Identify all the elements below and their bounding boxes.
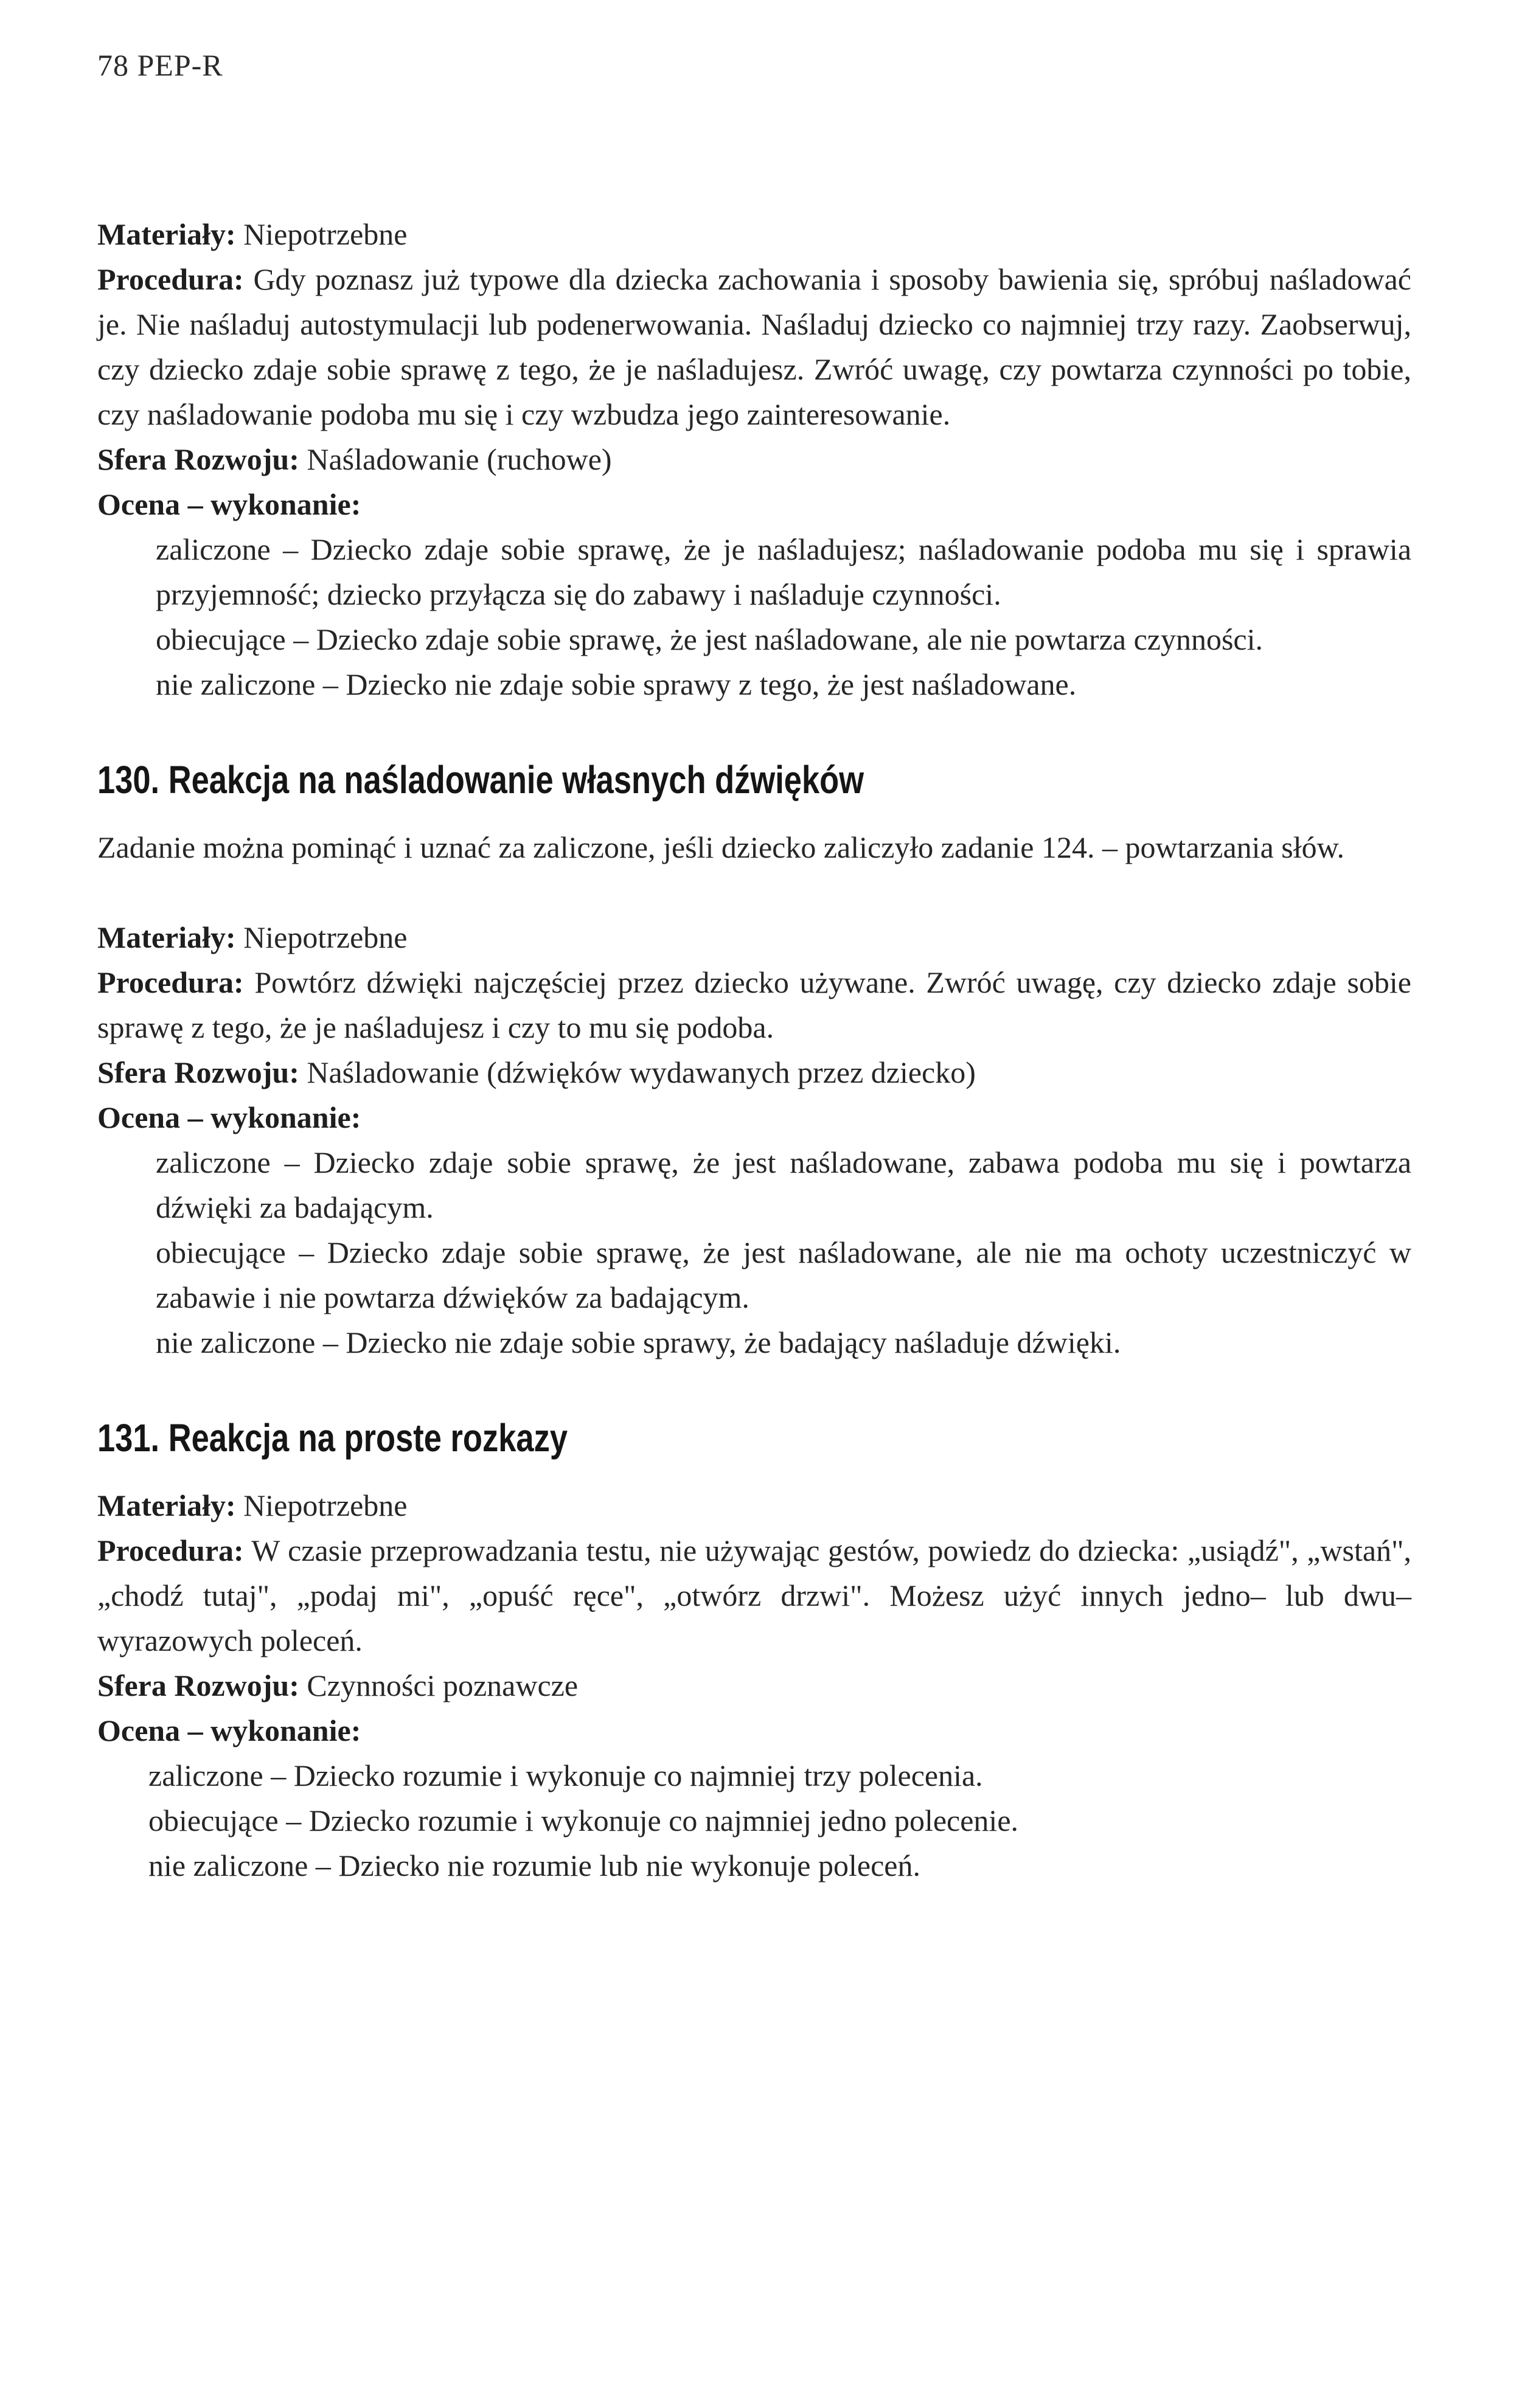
section-title — [97, 755, 1175, 804]
item-130-block — [97, 755, 1411, 1365]
development-area-label: Sfera Rozwoju: — [97, 442, 299, 476]
grade-promising — [156, 1230, 1411, 1320]
grade-promising-label: obiecujące – — [156, 1235, 315, 1269]
section-note: Zadanie można pominąć i uznać za zaliczone, jeśli dziecko zaliczyło zadanie 124. – powtarzania słów. — [97, 830, 1344, 864]
page-number: 78 — [97, 48, 129, 82]
item-131-block — [97, 1414, 1411, 1888]
procedure-text: Powtórz dźwięki najczęściej przez dziecko używane. Zwróć uwagę, czy dziecko zdaje sobie sprawę z tego, że je naśladujesz i czy to mu się podoba. — [97, 965, 1411, 1044]
assessment-list — [97, 1753, 1411, 1888]
assessment-heading: Ocena – wykonanie: — [97, 1713, 361, 1747]
section-title-text: Reakcja na naśladowanie własnych dźwięków — [168, 758, 864, 802]
grade-failed — [156, 662, 1411, 707]
grade-passed-text: Dziecko rozumie i wykonuje co najmniej trzy polecenia. — [293, 1758, 983, 1792]
procedure-line — [97, 257, 1411, 437]
grade-failed-label: nie zaliczone – — [156, 667, 338, 701]
procedure-label: Procedura: — [97, 1533, 244, 1567]
grade-failed — [156, 1320, 1411, 1365]
grade-failed-text: Dziecko nie zdaje sobie sprawy z tego, że jest naśladowane. — [346, 667, 1077, 701]
assessment-heading: Ocena – wykonanie: — [97, 1100, 361, 1134]
materials-value: Niepotrzebne — [243, 1488, 408, 1522]
materials-value: Niepotrzebne — [243, 217, 408, 251]
procedure-line — [97, 1528, 1411, 1663]
grade-passed — [148, 1753, 1411, 1798]
materials-label: Materiały: — [97, 217, 236, 251]
development-area-line — [97, 437, 1411, 482]
development-area-value: Naśladowanie (dźwięków wydawanych przez dziecko) — [307, 1055, 976, 1089]
page-header — [97, 47, 1411, 83]
grade-failed — [148, 1843, 1411, 1888]
grade-promising-label: obiecujące – — [148, 1803, 302, 1837]
grade-promising-text: Dziecko zdaje sobie sprawę, że jest naśladowane, ale nie ma ochoty uczestniczyć w zabawie i nie powtarza dźwięków za badającym. — [156, 1235, 1411, 1314]
materials-line — [97, 212, 1411, 257]
section-title-text: Reakcja na proste rozkazy — [168, 1416, 568, 1460]
procedure-line — [97, 960, 1411, 1050]
materials-line — [97, 1483, 1411, 1528]
grade-passed-text: Dziecko zdaje sobie sprawę, że jest naśladowane, zabawa podoba mu się i powtarza dźwięki za badającym. — [156, 1145, 1412, 1224]
grade-passed-label: zaliczone – — [156, 1145, 300, 1179]
grade-passed — [156, 1140, 1411, 1230]
grade-promising — [156, 617, 1411, 662]
section-number: 131. — [97, 1416, 160, 1460]
grade-passed-label: zaliczone – — [148, 1758, 287, 1792]
grade-passed — [156, 527, 1411, 617]
grade-failed-label: nie zaliczone – — [156, 1325, 338, 1359]
development-area-line — [97, 1050, 1411, 1095]
section-number: 130. — [97, 758, 160, 802]
materials-label: Materiały: — [97, 1488, 236, 1522]
grade-passed-text: Dziecko zdaje sobie sprawę, że je naśladujesz; naśladowanie podoba mu się i sprawia przyjemność; dziecko przyłącza się do zabawy i naśladuje czynności. — [156, 532, 1412, 611]
running-title: PEP-R — [137, 48, 223, 82]
procedure-label: Procedura: — [97, 262, 244, 296]
grade-failed-label: nie zaliczone – — [148, 1848, 331, 1882]
materials-label: Materiały: — [97, 920, 236, 954]
item-129-block — [97, 212, 1411, 707]
development-area-label: Sfera Rozwoju: — [97, 1055, 299, 1089]
grade-promising — [148, 1798, 1411, 1843]
assessment-list — [97, 1140, 1411, 1365]
grade-failed-text: Dziecko nie rozumie lub nie wykonuje poleceń. — [338, 1848, 920, 1882]
development-area-value: Czynności poznawcze — [307, 1668, 579, 1702]
grade-promising-text: Dziecko zdaje sobie sprawę, że jest naśladowane, ale nie powtarza czynności. — [316, 622, 1263, 656]
procedure-label: Procedura: — [97, 965, 244, 999]
section-title — [97, 1414, 1175, 1462]
materials-value: Niepotrzebne — [243, 920, 408, 954]
procedure-text: Gdy poznasz już typowe dla dziecka zachowania i sposoby bawienia się, spróbuj naśladować je. Nie naśladuj autostymulacji lub podenerwowania. Naśladuj dziecko co najmniej trzy razy. Zaobserwuj, czy dziecko zdaje sobie sprawę z tego, że je naśladujesz. Zwróć uwagę, czy powtarza czynności po tobie, czy naśladowanie podoba mu się i czy wzbudza jego zainteresowanie. — [97, 262, 1411, 431]
development-area-line — [97, 1663, 1411, 1708]
assessment-heading: Ocena – wykonanie: — [97, 487, 361, 521]
document-page — [97, 47, 1411, 1888]
development-area-value: Naśladowanie (ruchowe) — [307, 442, 612, 476]
grade-passed-label: zaliczone – — [156, 532, 299, 566]
materials-line — [97, 915, 1411, 960]
development-area-label: Sfera Rozwoju: — [97, 1668, 299, 1702]
procedure-text: W czasie przeprowadzania testu, nie używając gestów, powiedz do dziecka: „usiądź", „wstań", „chodź tutaj", „podaj mi", „opuść ręce", „otwórz drzwi". Możesz użyć innych jedno– lub dwu–wyrazowych poleceń. — [97, 1533, 1411, 1657]
grade-promising-label: obiecujące – — [156, 622, 309, 656]
assessment-list — [97, 527, 1411, 707]
grade-failed-text: Dziecko nie zdaje sobie sprawy, że badający naśladuje dźwięki. — [346, 1325, 1121, 1359]
grade-promising-text: Dziecko rozumie i wykonuje co najmniej jedno polecenie. — [308, 1803, 1019, 1837]
